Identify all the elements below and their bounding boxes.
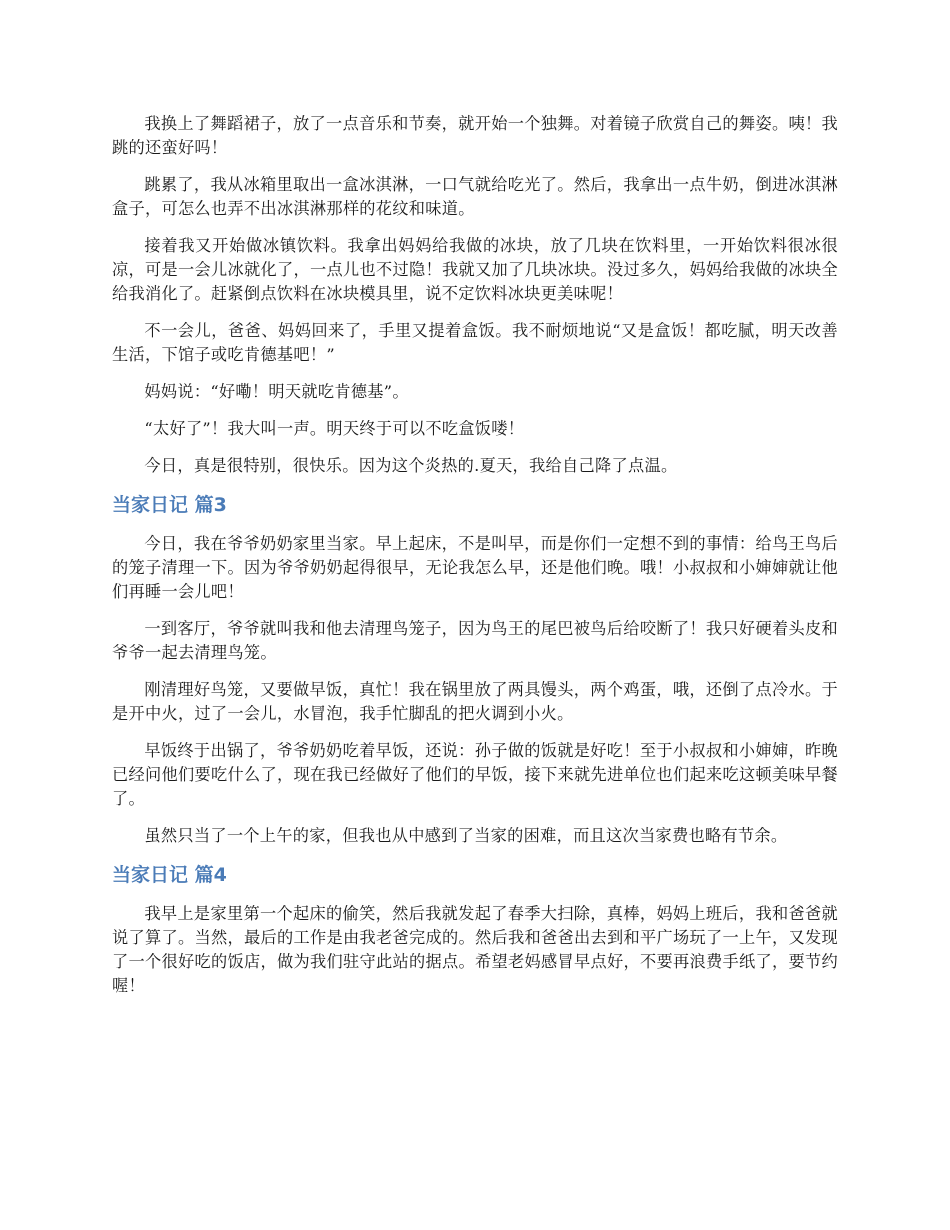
paragraph: 妈妈说：“好嘞！明天就吃肯德基”。 xyxy=(144,382,409,401)
paragraph: 我换上了舞蹈裙子，放了一点音乐和节奏，就开始一个独舞。对着镜子欣赏自己的舞姿。咦！我跳的还蛮好吗！ xyxy=(112,114,838,157)
paragraph: 不一会儿，爸爸、妈妈回来了，手里又提着盒饭。我不耐烦地说“又是盒饭！都吃腻，明天改善生活，下馆子或吃肯德基吧！” xyxy=(112,321,838,364)
paragraph: 我早上是家里第一个起床的偷笑，然后我就发起了春季大扫除，真棒，妈妈上班后，我和爸爸就说了算了。当然，最后的工作是由我老爸完成的。然后我和爸爸出去到和平广场玩了一上午，又发现了一个很好吃的饭店，做为我们驻守此站的据点。希望老妈感冒早点好，不要再浪费手纸了，要节约喔！ xyxy=(112,904,838,995)
paragraph: 早饭终于出锅了，爷爷奶奶吃着早饭，还说：孙子做的饭就是好吃！至于小叔叔和小婶婶，昨晚已经问他们要吃什么了，现在我已经做好了他们的早饭，接下来就先进单位也们起来吃这顿美味早餐了。 xyxy=(112,741,838,808)
paragraph: 今日，真是很特别，很快乐。因为这个炎热的.夏天，我给自己降了点温。 xyxy=(144,456,678,475)
paragraph: 今日，我在爷爷奶奶家里当家。早上起床，不是叫早，而是你们一定想不到的事情：给鸟王鸟后的笼子清理一下。因为爷爷奶奶起得很早，无论我怎么早，还是他们晚。哦！小叔叔和小婶婶就让他们再睡一会儿吧！ xyxy=(112,534,838,601)
section-heading: 当家日记 篇4 xyxy=(112,864,227,886)
section-heading: 当家日记 篇3 xyxy=(112,494,227,516)
paragraph: 虽然只当了一个上午的家，但我也从中感到了当家的困难，而且这次当家费也略有节余。 xyxy=(144,826,788,845)
paragraph: 刚清理好鸟笼，又要做早饭，真忙！我在锅里放了两具馒头，两个鸡蛋，哦，还倒了点冷水。于是开中火，过了一会儿，水冒泡，我手忙脚乱的把火调到小火。 xyxy=(112,680,838,723)
paragraph: 一到客厅，爷爷就叫我和他去清理鸟笼子，因为鸟王的尾巴被鸟后给咬断了！我只好硬着头皮和爷爷一起去清理鸟笼。 xyxy=(112,619,838,662)
paragraph: 接着我又开始做冰镇饮料。我拿出妈妈给我做的冰块，放了几块在饮料里，一开始饮料很冰很凉，可是一会儿冰就化了，一点儿也不过隐！我就又加了几块冰块。没过多久，妈妈给我做的冰块全给我消化了。赶紧倒点饮料在冰块模具里，说不定饮料冰块更美味呢！ xyxy=(112,236,838,303)
paragraph: 跳累了，我从冰箱里取出一盒冰淇淋，一口气就给吃光了。然后，我拿出一点牛奶，倒进冰淇淋盒子，可怎么也弄不出冰淇淋那样的花纹和味道。 xyxy=(112,175,838,218)
document-page xyxy=(112,112,838,1011)
paragraph: “太好了”！我大叫一声。明天终于可以不吃盒饭喽！ xyxy=(144,419,525,438)
